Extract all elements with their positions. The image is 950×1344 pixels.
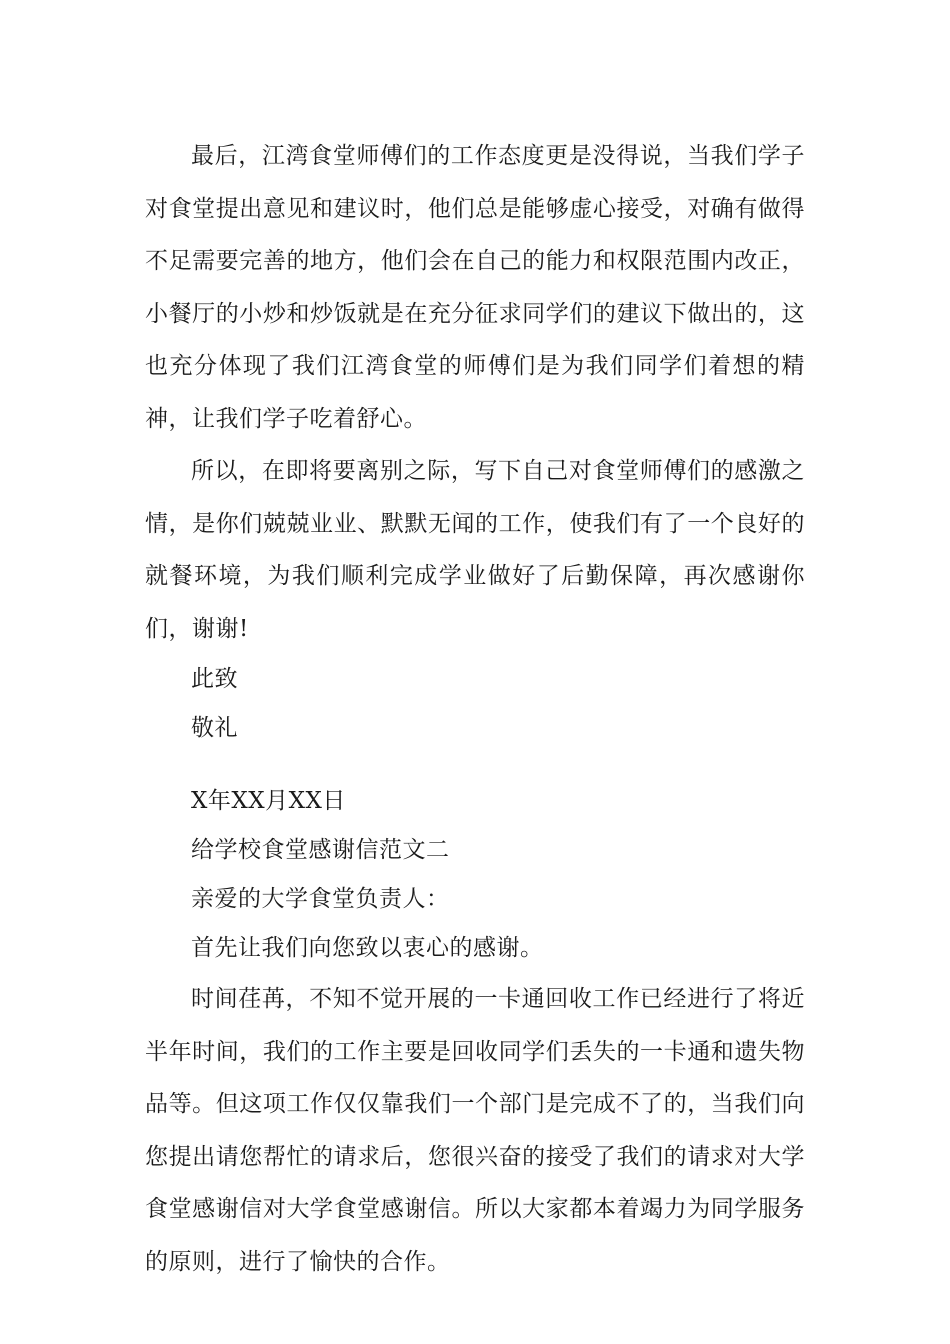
paragraph-attitude: 最后，江湾食堂师傅们的工作态度更是没得说，当我们学子对食堂提出意见和建议时，他们总是能够虚心接受，对确有做得不足需要完善的地方，他们会在自己的能力和权限范围内改正，小餐厅的小炒和炒饭就是在充分征求同学们的建议下做出的，这也充分体现了我们江湾食堂的师傅们是为我们同学们着想的精神，让我们学子吃着舒心。 [145,143,805,432]
section-title: 给学校食堂感谢信范文二 [191,837,450,863]
closing-jingli: 敬礼 [191,715,238,741]
paragraph-card-recovery: 时间荏苒，不知不觉开展的一卡通回收工作已经进行了将近半年时间，我们的工作主要是回收同学们丢失的一卡通和遗失物品等。但这项工作仅仅靠我们一个部门是完成不了的，当我们向您提出请您帮忙的请求后，您很兴奋的接受了我们的请求对大学食堂感谢信对大学食堂感谢信。所以大家都本着竭力为同学服务的原则，进行了愉快的合作。 [145,986,805,1275]
paragraph-gratitude: 所以，在即将要离别之际，写下自己对食堂师傅们的感激之情，是你们兢兢业业、默默无闻的工作，使我们有了一个良好的就餐环境，为我们顺利完成学业做好了后勤保障，再次感谢你们，谢谢! [145,458,805,642]
letter-date: X年XX月XX日 [191,788,346,814]
closing-cizhi: 此致 [191,666,238,692]
spacer [145,753,805,777]
salutation: 亲爱的大学食堂负责人： [191,886,450,912]
document-page [145,130,805,1288]
opening-line: 首先让我们向您致以衷心的感谢。 [191,935,544,961]
